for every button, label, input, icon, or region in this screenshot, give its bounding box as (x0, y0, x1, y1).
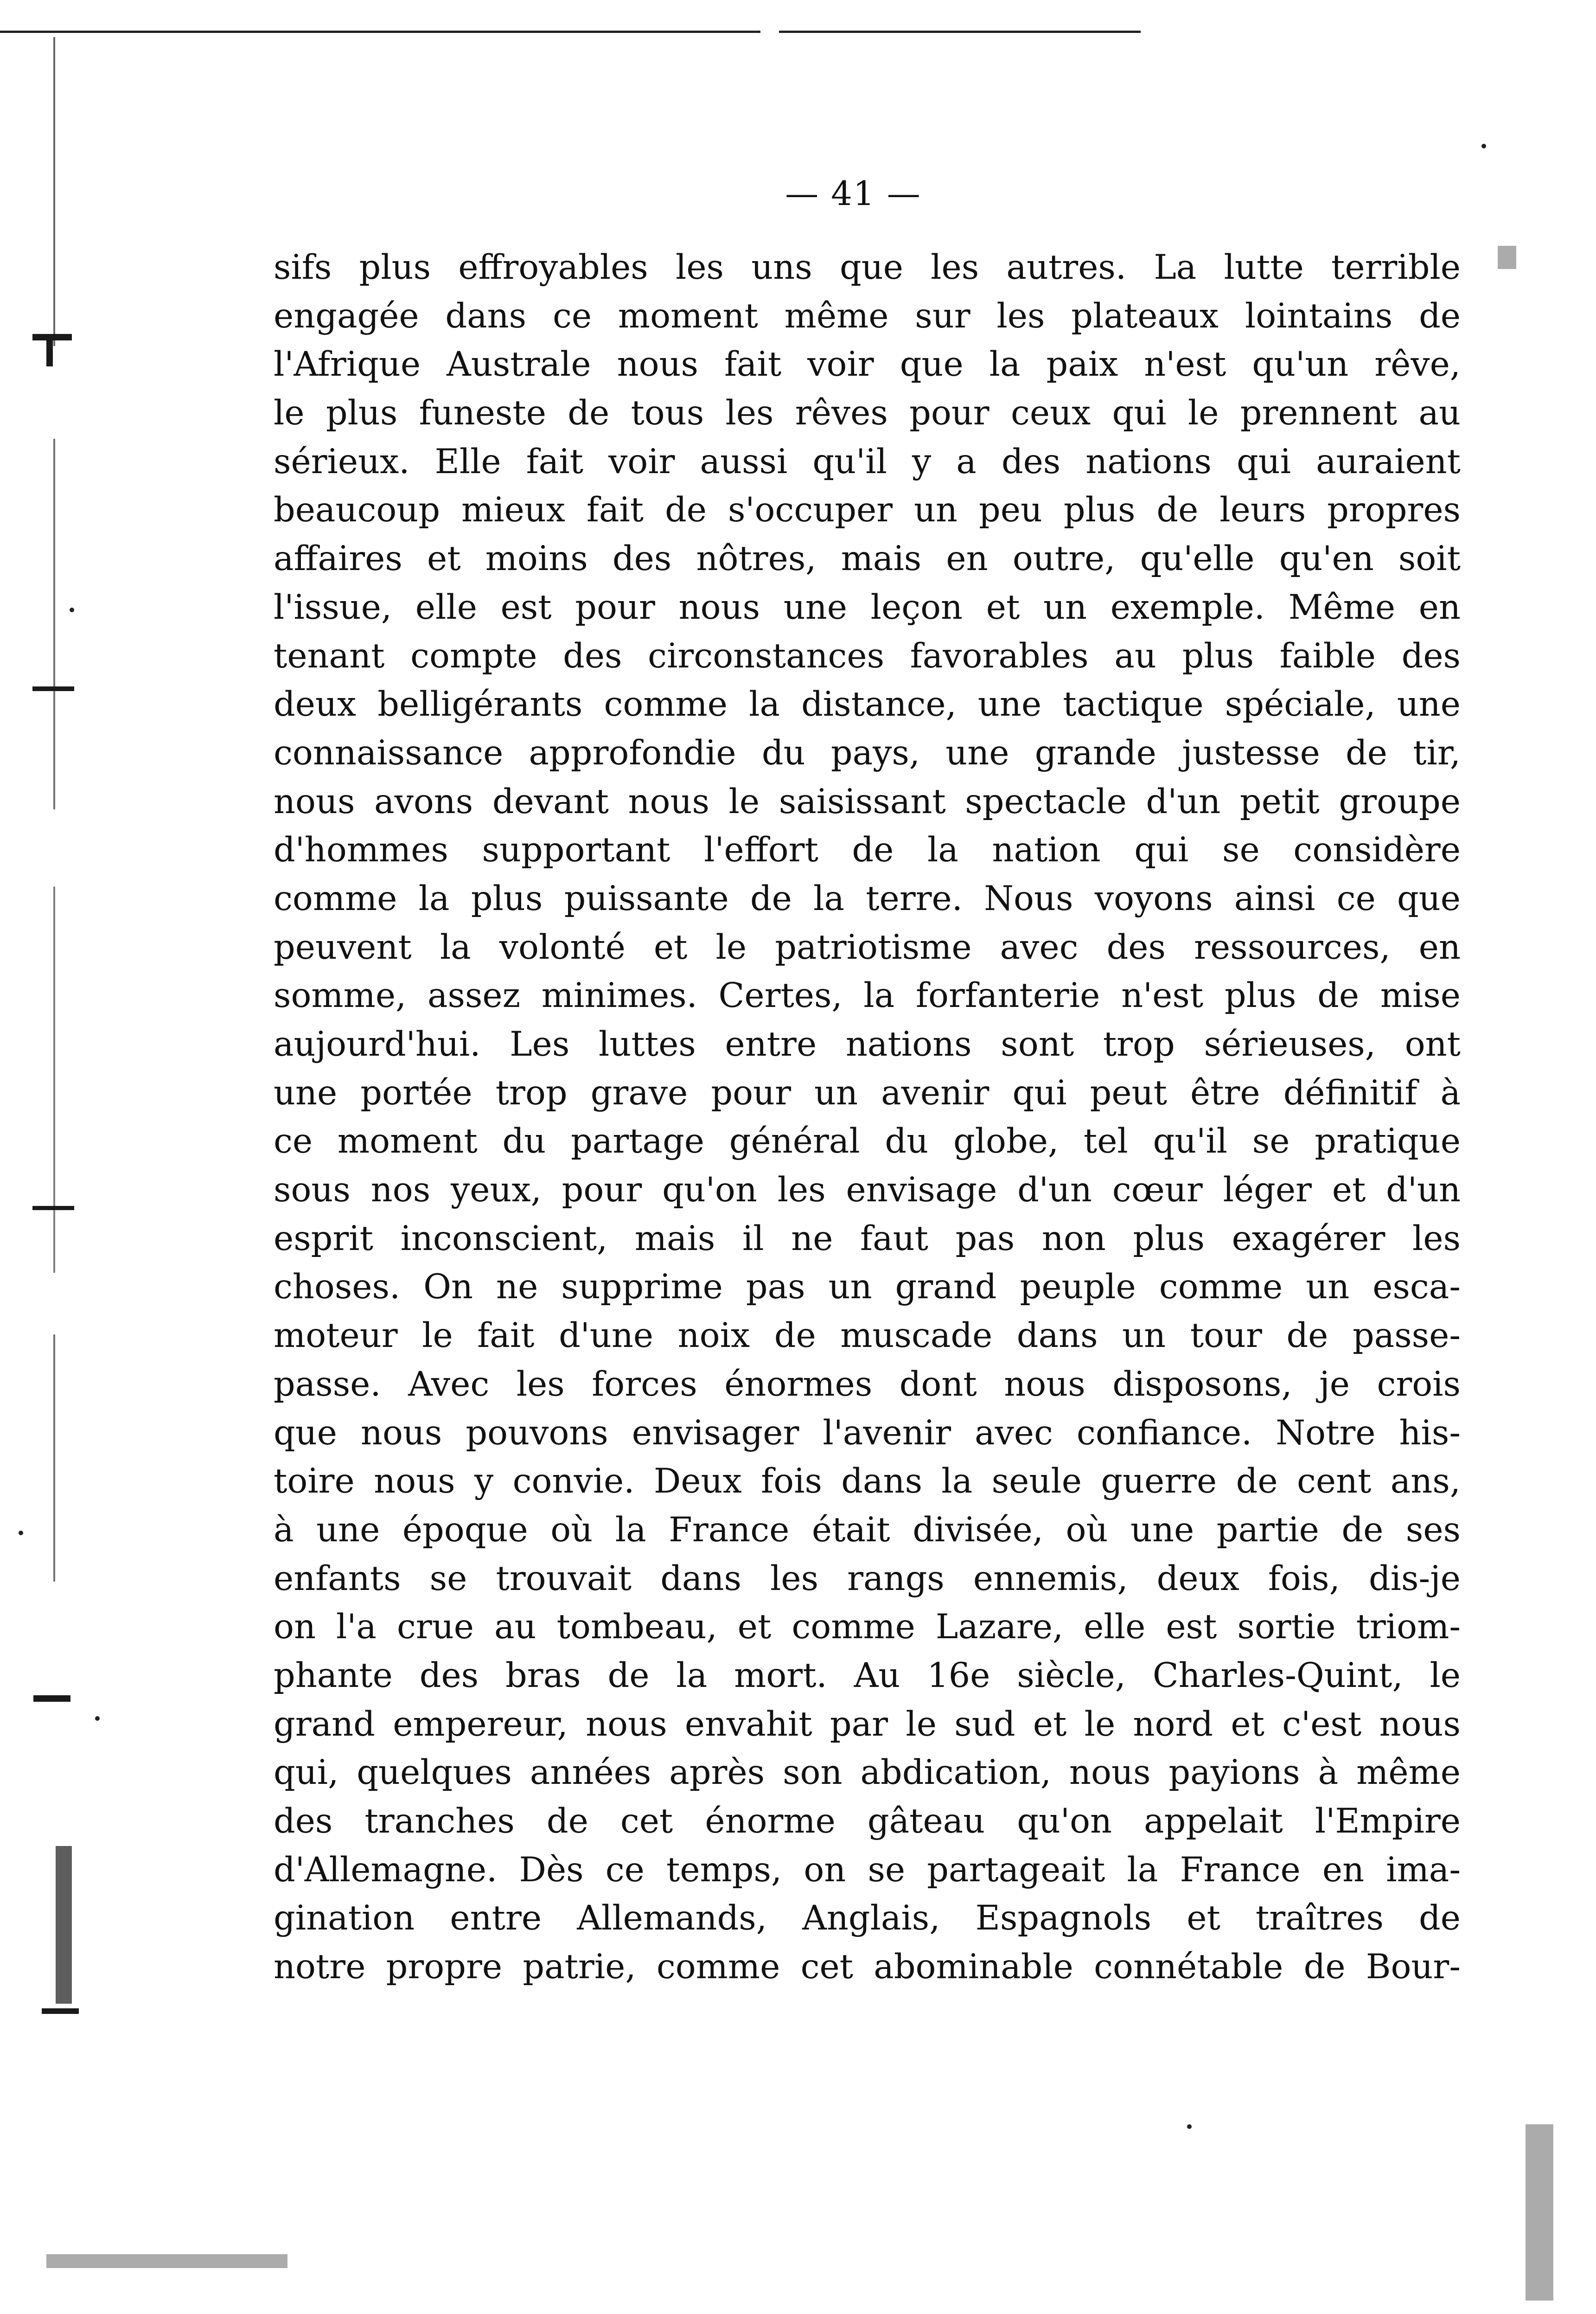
top-rule-right (779, 31, 1141, 33)
ink-speck (1187, 2124, 1192, 2129)
ink-speck (1498, 246, 1516, 269)
text-line: on l'a crue au tombeau, et comme Lazare, elle est sortie triom- (274, 1607, 1461, 1647)
text-line: toire nous y convie. Deux fois dans la seule guerre de cent ans, (274, 1461, 1461, 1501)
ink-speck (70, 608, 74, 612)
binding-mark (32, 686, 74, 691)
top-rule-left (0, 31, 760, 33)
text-line: choses. On ne supprime pas un grand peuple comme un esca- (274, 1267, 1461, 1307)
text-line: passe. Avec les forces énormes dont nous disposons, je crois (274, 1364, 1461, 1404)
text-line: le plus funeste de tous les rêves pour ceux qui le prennent au (274, 393, 1461, 433)
text-line: des tranches de cet énorme gâteau qu'on appelait l'Empire (274, 1801, 1461, 1841)
text-line: beaucoup mieux fait de s'occuper un peu plus de leurs propres (274, 490, 1461, 530)
binding-mark (32, 1206, 74, 1210)
text-line: d'hommes supportant l'effort de la nation qui se considère (274, 830, 1461, 870)
text-line: l'issue, elle est pour nous une leçon et un exemple. Même en (274, 587, 1461, 627)
text-line: sous nos yeux, pour qu'on les envisage d'un cœur léger et d'un (274, 1170, 1461, 1210)
body-paragraph (274, 244, 1461, 1992)
text-line: que nous pouvons envisager l'avenir avec confiance. Notre his- (274, 1413, 1461, 1453)
ink-speck (1481, 144, 1486, 148)
text-line: sifs plus effroyables les uns que les autres. La lutte terrible (274, 248, 1461, 287)
binding-mark (33, 1695, 70, 1702)
text-line: comme la plus puissante de la terre. Nous voyons ainsi ce que (274, 878, 1461, 918)
text-line: nous avons devant nous le saisissant spectacle d'un petit groupe (274, 782, 1461, 821)
text-line: engagée dans ce moment même sur les plateaux lointains de (274, 296, 1461, 336)
text-line: peuvent la volonté et le patriotisme avec des ressources, en (274, 927, 1461, 967)
text-line: sérieux. Elle fait voir aussi qu'il y a des nations qui auraient (274, 442, 1461, 481)
ink-speck (46, 2254, 287, 2268)
page-number: — 41 — (785, 174, 921, 213)
text-line: esprit inconscient, mais il ne faut pas non plus exagérer les (274, 1218, 1461, 1258)
text-line: enfants se trouvait dans les rangs ennemis, deux fois, dis-je (274, 1558, 1461, 1598)
text-line: l'Afrique Australe nous fait voir que la paix n'est qu'un rêve, (274, 345, 1461, 385)
text-line: ce moment du partage général du globe, tel qu'il se pratique (274, 1122, 1461, 1161)
text-line: à une époque où la France était divisée, où une partie de ses (274, 1510, 1461, 1550)
text-line: phante des bras de la mort. Au 16e siècle, Charles-Quint, le (274, 1655, 1461, 1695)
text-line: deux belligérants comme la distance, une tactique spéciale, une (274, 685, 1461, 724)
text-line: moteur le fait d'une noix de muscade dans un tour de passe- (274, 1316, 1461, 1356)
text-line: grand empereur, nous envahit par le sud et le nord et c'est nous (274, 1704, 1461, 1744)
text-line: affaires et moins des nôtres, mais en outre, qu'elle qu'en soit (274, 539, 1461, 579)
binding-mark (46, 334, 53, 366)
binding-mark (56, 1846, 72, 2004)
text-line: gination entre Allemands, Anglais, Espagnols et traîtres de (274, 1898, 1461, 1938)
text-line: connaissance approfondie du pays, une grande justesse de tir, (274, 733, 1461, 773)
binding-edge-line (53, 37, 55, 1582)
text-line: une portée trop grave pour un avenir qui peut être définitif à (274, 1073, 1461, 1113)
ink-speck (1526, 2124, 1553, 2301)
text-line: somme, assez minimes. Certes, la forfanterie n'est plus de mise (274, 976, 1461, 1016)
text-line: tenant compte des circonstances favorables au plus faible des (274, 636, 1461, 676)
ink-speck (19, 1531, 23, 1535)
ink-speck (95, 1716, 100, 1721)
text-line: aujourd'hui. Les luttes entre nations sont trop sérieuses, ont (274, 1025, 1461, 1064)
binding-mark (42, 2008, 79, 2014)
text-line: notre propre patrie, comme cet abominable connétable de Bour- (274, 1947, 1461, 1987)
text-line: qui, quelques années après son abdication, nous payions à même (274, 1753, 1461, 1793)
text-line: d'Allemagne. Dès ce temps, on se partageait la France en ima- (274, 1850, 1461, 1890)
